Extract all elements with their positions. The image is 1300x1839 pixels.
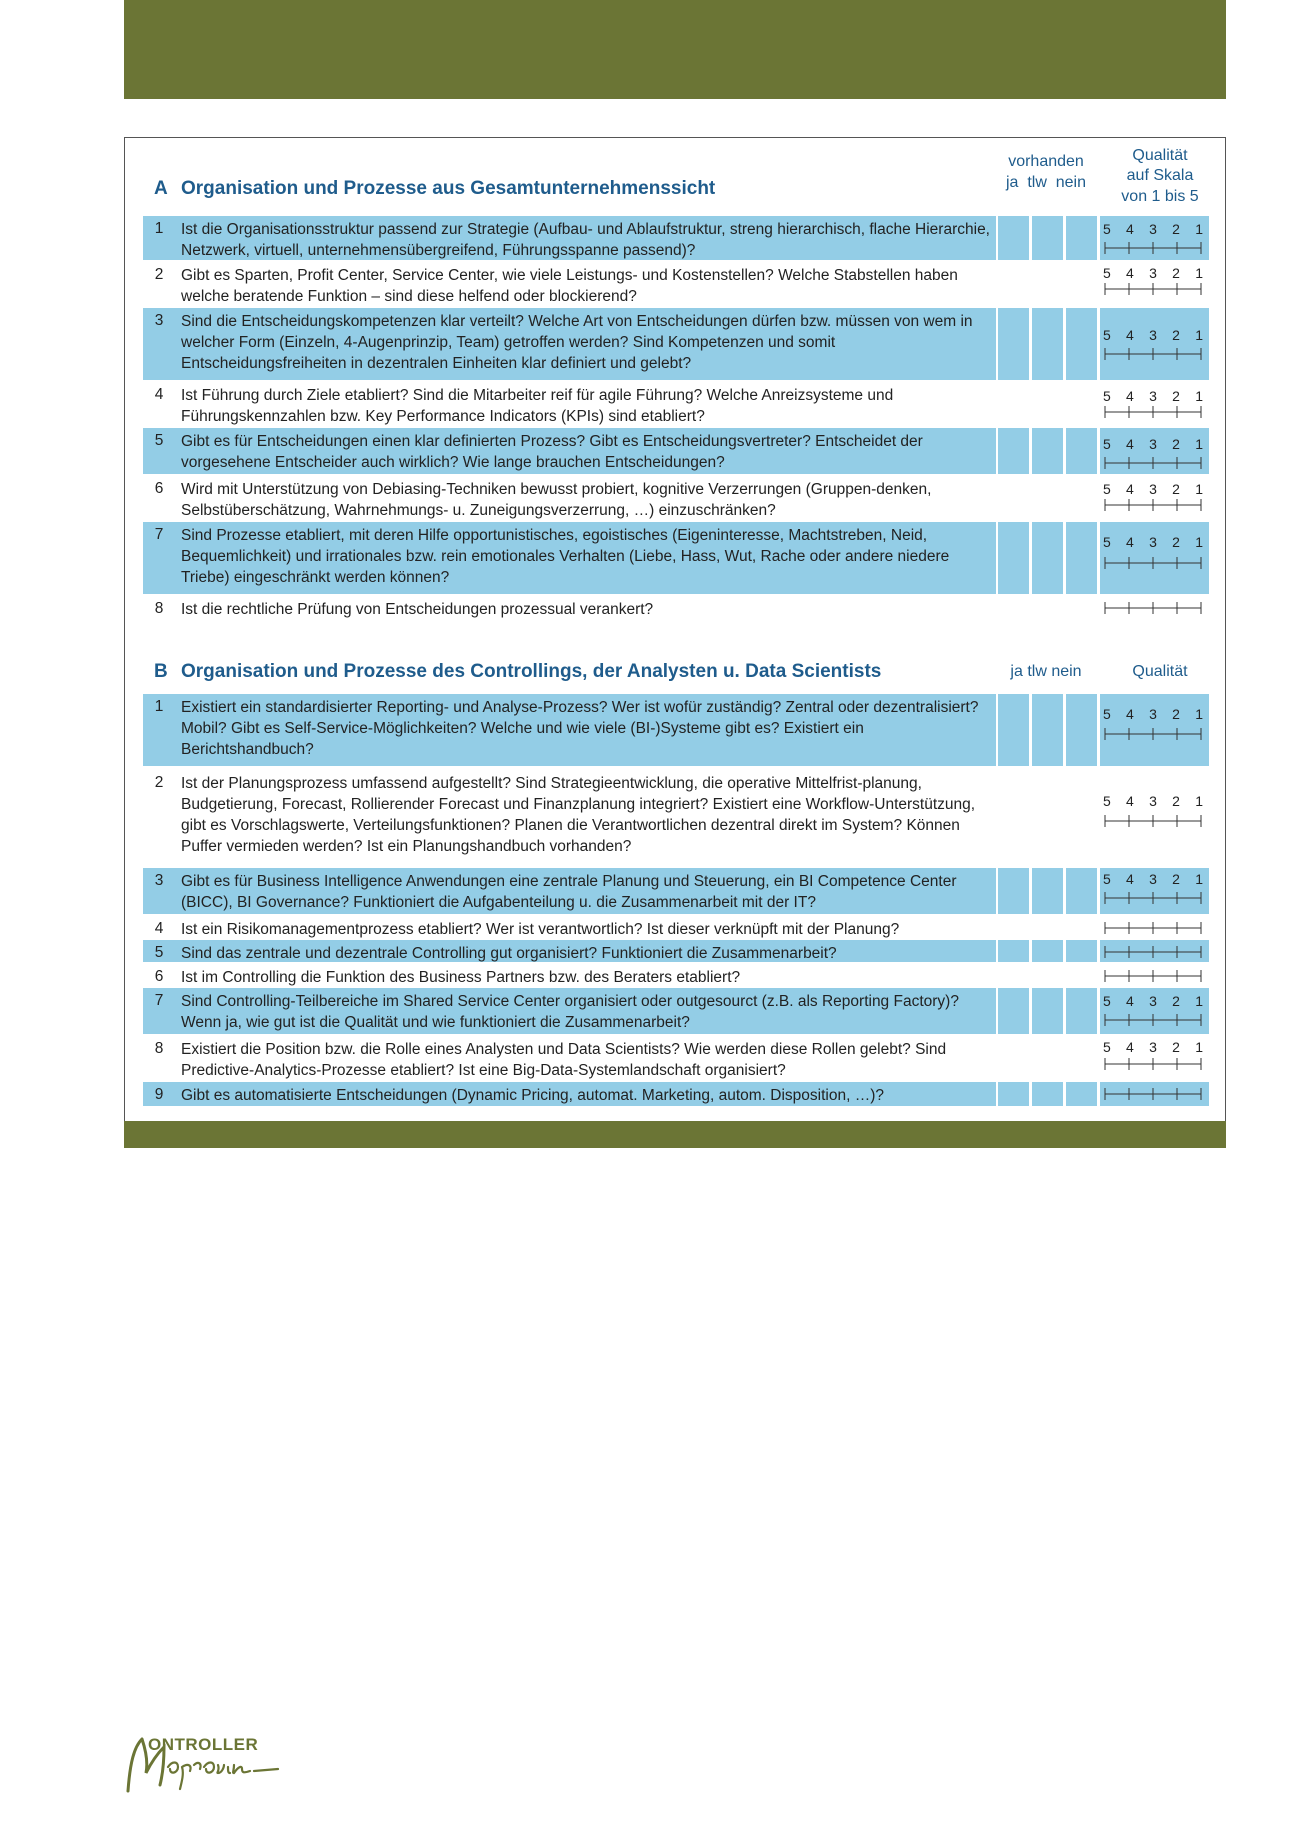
scale-number: 4 <box>1126 436 1134 452</box>
question-text: Ist im Controlling die Funktion des Business Partners bzw. des Beraters etabliert? <box>175 964 996 986</box>
section-a-header <box>125 138 1225 208</box>
section-b-title: Organisation und Prozesse des Controllings, der Analysten u. Data Scientists <box>181 661 882 682</box>
scale-number: 1 <box>1195 265 1203 281</box>
answer-box-nein[interactable] <box>1066 940 1097 962</box>
scale-line-icon <box>1104 281 1202 295</box>
scale-number: 2 <box>1172 327 1180 343</box>
answer-box-ja[interactable] <box>998 916 1029 938</box>
scale-number: 1 <box>1195 871 1203 887</box>
question-row <box>143 476 1209 520</box>
scale-number: 4 <box>1126 388 1134 404</box>
section-b-letter: B <box>154 661 168 682</box>
quality-scale[interactable] <box>1100 476 1209 520</box>
header-quality: Qualität <box>1132 147 1188 164</box>
question-number: 3 <box>143 308 175 380</box>
scale-line-icon <box>1104 346 1202 360</box>
question-number: 8 <box>143 596 175 620</box>
header-quality-b: Qualität <box>1132 663 1188 680</box>
question-text: Sind die Entscheidungskompetenzen klar verteilt? Welche Art von Entscheidungen dürfen bzw. müssen von wem in welcher Form (Einzeln, 4-Augenprinzip, Team) getroffen werden? Sind Kompetenzen und somit Entscheidungsfreiheiten in dezentralen Einheiten klar definiert und gelebt? <box>175 308 996 380</box>
section-a-title: Organisation und Prozesse aus Gesamtunternehmenssicht <box>181 178 716 199</box>
answer-box-tlw[interactable] <box>1032 868 1063 914</box>
quality-scale[interactable] <box>1100 916 1209 938</box>
answer-box-ja[interactable] <box>998 964 1029 986</box>
section-b-header <box>125 658 1225 698</box>
quality-scale[interactable] <box>1100 1082 1209 1106</box>
scale-number: 4 <box>1126 1039 1134 1055</box>
scale-number: 2 <box>1172 993 1180 1009</box>
scale-number: 5 <box>1103 481 1111 497</box>
scale-line-icon <box>1104 404 1202 418</box>
answer-box-tlw[interactable] <box>1032 262 1063 306</box>
answer-box-ja[interactable] <box>998 940 1029 962</box>
question-number: 4 <box>143 916 175 938</box>
scale-number: 3 <box>1149 993 1157 1009</box>
scale-number: 3 <box>1149 327 1157 343</box>
scale-number: 1 <box>1195 793 1203 809</box>
scale-line-icon <box>1104 813 1202 827</box>
scale-number: 3 <box>1149 436 1157 452</box>
question-row <box>143 1082 1209 1106</box>
header-vorhanden: vorhanden <box>1008 153 1084 170</box>
scale-number: 1 <box>1195 436 1203 452</box>
question-text: Gibt es für Entscheidungen einen klar definierten Prozess? Gibt es Entscheidungsvertreter? Entscheidet der vorgesehene Entscheider auch wirklich? Wie lange brauchen Entscheidungen? <box>175 428 996 474</box>
quality-scale[interactable] <box>1100 262 1209 306</box>
question-row <box>143 964 1209 986</box>
header-quality-range: von 1 bis 5 <box>1121 188 1199 205</box>
scale-number: 2 <box>1172 871 1180 887</box>
scale-number: 2 <box>1172 436 1180 452</box>
answer-box-ja[interactable] <box>998 308 1029 380</box>
question-text: Sind Controlling-Teilbereiche im Shared Service Center organisiert oder outgesourct (z.B. als Reporting Factory)? Wenn ja, wie gut ist die Qualität und wie funktioniert die Zusammenarbeit? <box>175 988 996 1034</box>
question-row <box>143 694 1209 766</box>
scale-number: 5 <box>1103 265 1111 281</box>
question-row <box>143 1036 1209 1080</box>
answer-box-ja[interactable] <box>998 1036 1029 1080</box>
scale-number: 2 <box>1172 706 1180 722</box>
question-number: 1 <box>143 216 175 260</box>
scale-number: 5 <box>1103 327 1111 343</box>
scale-number: 1 <box>1195 221 1203 237</box>
scale-number: 2 <box>1172 534 1180 550</box>
answer-box-ja[interactable] <box>998 382 1029 426</box>
question-text: Ist der Planungsprozess umfassend aufgestellt? Sind Strategieentwicklung, die operative Mittelfrist-planung, Budgetierung, Forecast, Rollierender Forecast und Finanzplanung integriert? Existiert eine Workflow-Unterstützung, gibt es Vorschlagswerte, Verteilungsfunktionen? Planen die Verantwortlichen dezentral direkt im System? Können Puffer vermieden werden? Ist ein Planungshandbuch vorhanden? <box>175 770 996 866</box>
question-number: 9 <box>143 1082 175 1106</box>
answer-box-nein[interactable] <box>1066 596 1097 620</box>
quality-scale[interactable] <box>1100 694 1209 766</box>
question-text: Gibt es für Business Intelligence Anwendungen eine zentrale Planung und Steuerung, ein BI Competence Center (BICC), BI Governance? Funktioniert die Aufgabenteilung u. die Zusammenarbeit mit der IT? <box>175 868 996 914</box>
answer-box-tlw[interactable] <box>1032 216 1063 260</box>
scale-numbers <box>1103 388 1203 404</box>
answer-box-nein[interactable] <box>1066 916 1097 938</box>
answer-box-ja[interactable] <box>998 262 1029 306</box>
quality-scale[interactable] <box>1100 964 1209 986</box>
answer-box-tlw[interactable] <box>1032 382 1063 426</box>
answer-box-ja[interactable] <box>998 596 1029 620</box>
answer-box-nein[interactable] <box>1066 770 1097 866</box>
scale-number: 4 <box>1126 871 1134 887</box>
question-number: 1 <box>143 694 175 766</box>
scale-numbers <box>1103 993 1203 1009</box>
question-row <box>143 596 1209 620</box>
scale-numbers <box>1103 871 1203 887</box>
scale-number: 1 <box>1195 481 1203 497</box>
question-number: 2 <box>143 770 175 866</box>
question-text: Sind das zentrale und dezentrale Controlling gut organisiert? Funktioniert die Zusammenarbeit? <box>175 940 996 962</box>
scale-number: 5 <box>1103 871 1111 887</box>
answer-box-ja[interactable] <box>998 694 1029 766</box>
scale-number: 1 <box>1195 706 1203 722</box>
scale-number: 1 <box>1195 534 1203 550</box>
answer-box-tlw[interactable] <box>1032 1082 1063 1106</box>
scale-number: 4 <box>1126 481 1134 497</box>
answer-box-nein[interactable] <box>1066 428 1097 474</box>
scale-numbers <box>1103 327 1203 343</box>
question-number: 5 <box>143 940 175 962</box>
question-row <box>143 308 1209 380</box>
quality-scale[interactable] <box>1100 1036 1209 1080</box>
scale-number: 3 <box>1149 1039 1157 1055</box>
answer-box-nein[interactable] <box>1066 988 1097 1034</box>
question-number: 6 <box>143 964 175 986</box>
scale-number: 3 <box>1149 265 1157 281</box>
answer-box-tlw[interactable] <box>1032 770 1063 866</box>
question-number: 3 <box>143 868 175 914</box>
question-row <box>143 428 1209 474</box>
header-quality-scale: auf Skala <box>1126 167 1194 184</box>
scale-number: 2 <box>1172 481 1180 497</box>
scale-line-icon <box>1104 968 1202 982</box>
quality-scale[interactable] <box>1100 596 1209 620</box>
scale-numbers <box>1103 221 1203 237</box>
question-text: Ist Führung durch Ziele etabliert? Sind die Mitarbeiter reif für agile Führung? Welche Anreizsysteme und Führungskennzahlen bzw. Key Performance Indicators (KPIs) sind etabliert? <box>175 382 996 426</box>
question-number: 7 <box>143 522 175 594</box>
quality-scale[interactable] <box>1100 428 1209 474</box>
top-banner <box>124 0 1226 99</box>
answer-box-nein[interactable] <box>1066 308 1097 380</box>
scale-numbers <box>1103 534 1203 550</box>
scale-number: 5 <box>1103 221 1111 237</box>
scale-line-icon <box>1104 1086 1202 1100</box>
answer-box-nein[interactable] <box>1066 216 1097 260</box>
scale-numbers <box>1103 793 1203 809</box>
scale-number: 4 <box>1126 534 1134 550</box>
question-text: Wird mit Unterstützung von Debiasing-Techniken bewusst probiert, kognitive Verzerrungen (Gruppen-denken, Selbstüberschätzung, Wahrnehmungs- u. Zuneigungsverzerrung, …) einzuschränken? <box>175 476 996 520</box>
answer-box-tlw[interactable] <box>1032 988 1063 1034</box>
question-number: 5 <box>143 428 175 474</box>
scale-number: 3 <box>1149 871 1157 887</box>
answer-box-ja[interactable] <box>998 216 1029 260</box>
answer-box-nein[interactable] <box>1066 1036 1097 1080</box>
scale-number: 5 <box>1103 1039 1111 1055</box>
question-row <box>143 940 1209 962</box>
scale-number: 3 <box>1149 706 1157 722</box>
scale-number: 4 <box>1126 993 1134 1009</box>
question-row <box>143 382 1209 426</box>
question-number: 2 <box>143 262 175 306</box>
scale-number: 3 <box>1149 221 1157 237</box>
answer-box-tlw[interactable] <box>1032 596 1063 620</box>
scale-number: 2 <box>1172 265 1180 281</box>
quality-scale[interactable] <box>1100 522 1209 594</box>
question-text: Ist die rechtliche Prüfung von Entscheidungen prozessual verankert? <box>175 596 996 620</box>
answer-box-tlw[interactable] <box>1032 916 1063 938</box>
answer-box-tlw[interactable] <box>1032 1036 1063 1080</box>
question-row <box>143 522 1209 594</box>
answer-box-nein[interactable] <box>1066 262 1097 306</box>
scale-number: 2 <box>1172 221 1180 237</box>
scale-line-icon <box>1104 455 1202 469</box>
scale-numbers <box>1103 1039 1203 1055</box>
answer-box-tlw[interactable] <box>1032 308 1063 380</box>
scale-number: 5 <box>1103 706 1111 722</box>
scale-line-icon <box>1104 240 1202 254</box>
question-number: 7 <box>143 988 175 1034</box>
question-number: 4 <box>143 382 175 426</box>
answer-box-nein[interactable] <box>1066 694 1097 766</box>
scale-number: 1 <box>1195 993 1203 1009</box>
question-row <box>143 916 1209 938</box>
answer-box-nein[interactable] <box>1066 964 1097 986</box>
scale-line-icon <box>1104 944 1202 958</box>
logo-word: ONTROLLER <box>148 1735 259 1754</box>
question-text: Existiert ein standardisierter Reporting- und Analyse-Prozess? Wer ist wofür zuständig? Zentral oder dezentralisiert? Mobil? Gibt es Self-Service-Möglichkeiten? Welche und wie viele (BI-)Systeme gibt es? Existiert ein Berichtshandbuch? <box>175 694 996 766</box>
scale-numbers <box>1103 265 1203 281</box>
scale-line-icon <box>1104 890 1202 904</box>
checklist-frame <box>124 137 1226 1147</box>
scale-number: 4 <box>1126 327 1134 343</box>
scale-number: 4 <box>1126 793 1134 809</box>
answer-box-ja[interactable] <box>998 1082 1029 1106</box>
scale-number: 4 <box>1126 221 1134 237</box>
scale-number: 3 <box>1149 388 1157 404</box>
scale-number: 2 <box>1172 388 1180 404</box>
scale-line-icon <box>1104 1056 1202 1070</box>
scale-number: 1 <box>1195 388 1203 404</box>
scale-line-icon <box>1104 920 1202 934</box>
question-row <box>143 988 1209 1034</box>
question-row <box>143 868 1209 914</box>
scale-number: 2 <box>1172 1039 1180 1055</box>
scale-number: 4 <box>1126 706 1134 722</box>
scale-number: 3 <box>1149 481 1157 497</box>
scale-numbers <box>1103 436 1203 452</box>
scale-number: 4 <box>1126 265 1134 281</box>
answer-box-tlw[interactable] <box>1032 694 1063 766</box>
question-number: 8 <box>143 1036 175 1080</box>
question-text: Sind Prozesse etabliert, mit deren Hilfe opportunistisches, egoistisches (Eigeninteresse, Machtstreben, Neid, Bequemlichkeit) und irrationales bzw. rein emotionales Verhalten (Liebe, Hass, Wut, Rache oder andere niedere Triebe) eingeschränkt werden können? <box>175 522 996 594</box>
answer-box-ja[interactable] <box>998 476 1029 520</box>
quality-scale[interactable] <box>1100 940 1209 962</box>
answer-box-ja[interactable] <box>998 868 1029 914</box>
question-text: Ist ein Risikomanagementprozess etabliert? Wer ist verantwortlich? Ist dieser verknüpft mit der Planung? <box>175 916 996 938</box>
quality-scale[interactable] <box>1100 868 1209 914</box>
scale-number: 5 <box>1103 793 1111 809</box>
scale-number: 5 <box>1103 436 1111 452</box>
answer-box-nein[interactable] <box>1066 382 1097 426</box>
question-row <box>143 216 1209 260</box>
scale-number: 1 <box>1195 327 1203 343</box>
question-text: Gibt es automatisierte Entscheidungen (Dynamic Pricing, automat. Marketing, autom. Disposition, …)? <box>175 1082 996 1106</box>
section-a-letter: A <box>154 178 168 199</box>
quality-scale[interactable] <box>1100 770 1209 866</box>
question-row <box>143 262 1209 306</box>
answer-box-tlw[interactable] <box>1032 428 1063 474</box>
answer-box-ja[interactable] <box>998 988 1029 1034</box>
question-text: Existiert die Position bzw. die Rolle eines Analysten und Data Scientists? Wie werden diese Rollen gelebt? Sind Predictive-Analytics-Prozesse etabliert? Ist eine Big-Data-Systemlandschaft organisiert? <box>175 1036 996 1080</box>
header-ja-tlw-nein: ja tlw nein <box>1005 174 1087 191</box>
scale-line-icon <box>1104 555 1202 569</box>
scale-line-icon <box>1104 1012 1202 1026</box>
question-text: Ist die Organisationsstruktur passend zur Strategie (Aufbau- und Ablaufstruktur, streng hierarchisch, flache Hierarchie, Netzwerk, virtuell, unternehmensübergreifend, Führungsspanne passend)? <box>175 216 996 260</box>
answer-box-ja[interactable] <box>998 770 1029 866</box>
scale-line-icon <box>1104 497 1202 511</box>
controller-magazin-logo <box>124 1733 284 1795</box>
question-row <box>143 770 1209 866</box>
quality-scale[interactable] <box>1100 382 1209 426</box>
answer-box-nein[interactable] <box>1066 1082 1097 1106</box>
answer-box-tlw[interactable] <box>1032 940 1063 962</box>
answer-box-tlw[interactable] <box>1032 964 1063 986</box>
scale-number: 3 <box>1149 534 1157 550</box>
question-text: Gibt es Sparten, Profit Center, Service Center, wie viele Leistungs- und Kostenstellen? Welche Stabstellen haben welche beratende Funktion – sind diese helfend oder blockierend? <box>175 262 996 306</box>
scale-number: 2 <box>1172 793 1180 809</box>
bottom-band <box>124 1121 1226 1148</box>
quality-scale[interactable] <box>1100 216 1209 260</box>
answer-box-ja[interactable] <box>998 522 1029 594</box>
scale-line-icon <box>1104 600 1202 614</box>
quality-scale[interactable] <box>1100 308 1209 380</box>
answer-box-nein[interactable] <box>1066 522 1097 594</box>
scale-number: 3 <box>1149 793 1157 809</box>
scale-number: 5 <box>1103 534 1111 550</box>
scale-line-icon <box>1104 726 1202 740</box>
answer-box-tlw[interactable] <box>1032 476 1063 520</box>
answer-box-nein[interactable] <box>1066 868 1097 914</box>
scale-number: 5 <box>1103 993 1111 1009</box>
header-ja-tlw-nein-b: ja tlw nein <box>1010 663 1082 680</box>
quality-scale[interactable] <box>1100 988 1209 1034</box>
scale-number: 1 <box>1195 1039 1203 1055</box>
answer-box-ja[interactable] <box>998 428 1029 474</box>
answer-box-tlw[interactable] <box>1032 522 1063 594</box>
scale-numbers <box>1103 481 1203 497</box>
scale-numbers <box>1103 706 1203 722</box>
answer-box-nein[interactable] <box>1066 476 1097 520</box>
scale-number: 5 <box>1103 388 1111 404</box>
question-number: 6 <box>143 476 175 520</box>
